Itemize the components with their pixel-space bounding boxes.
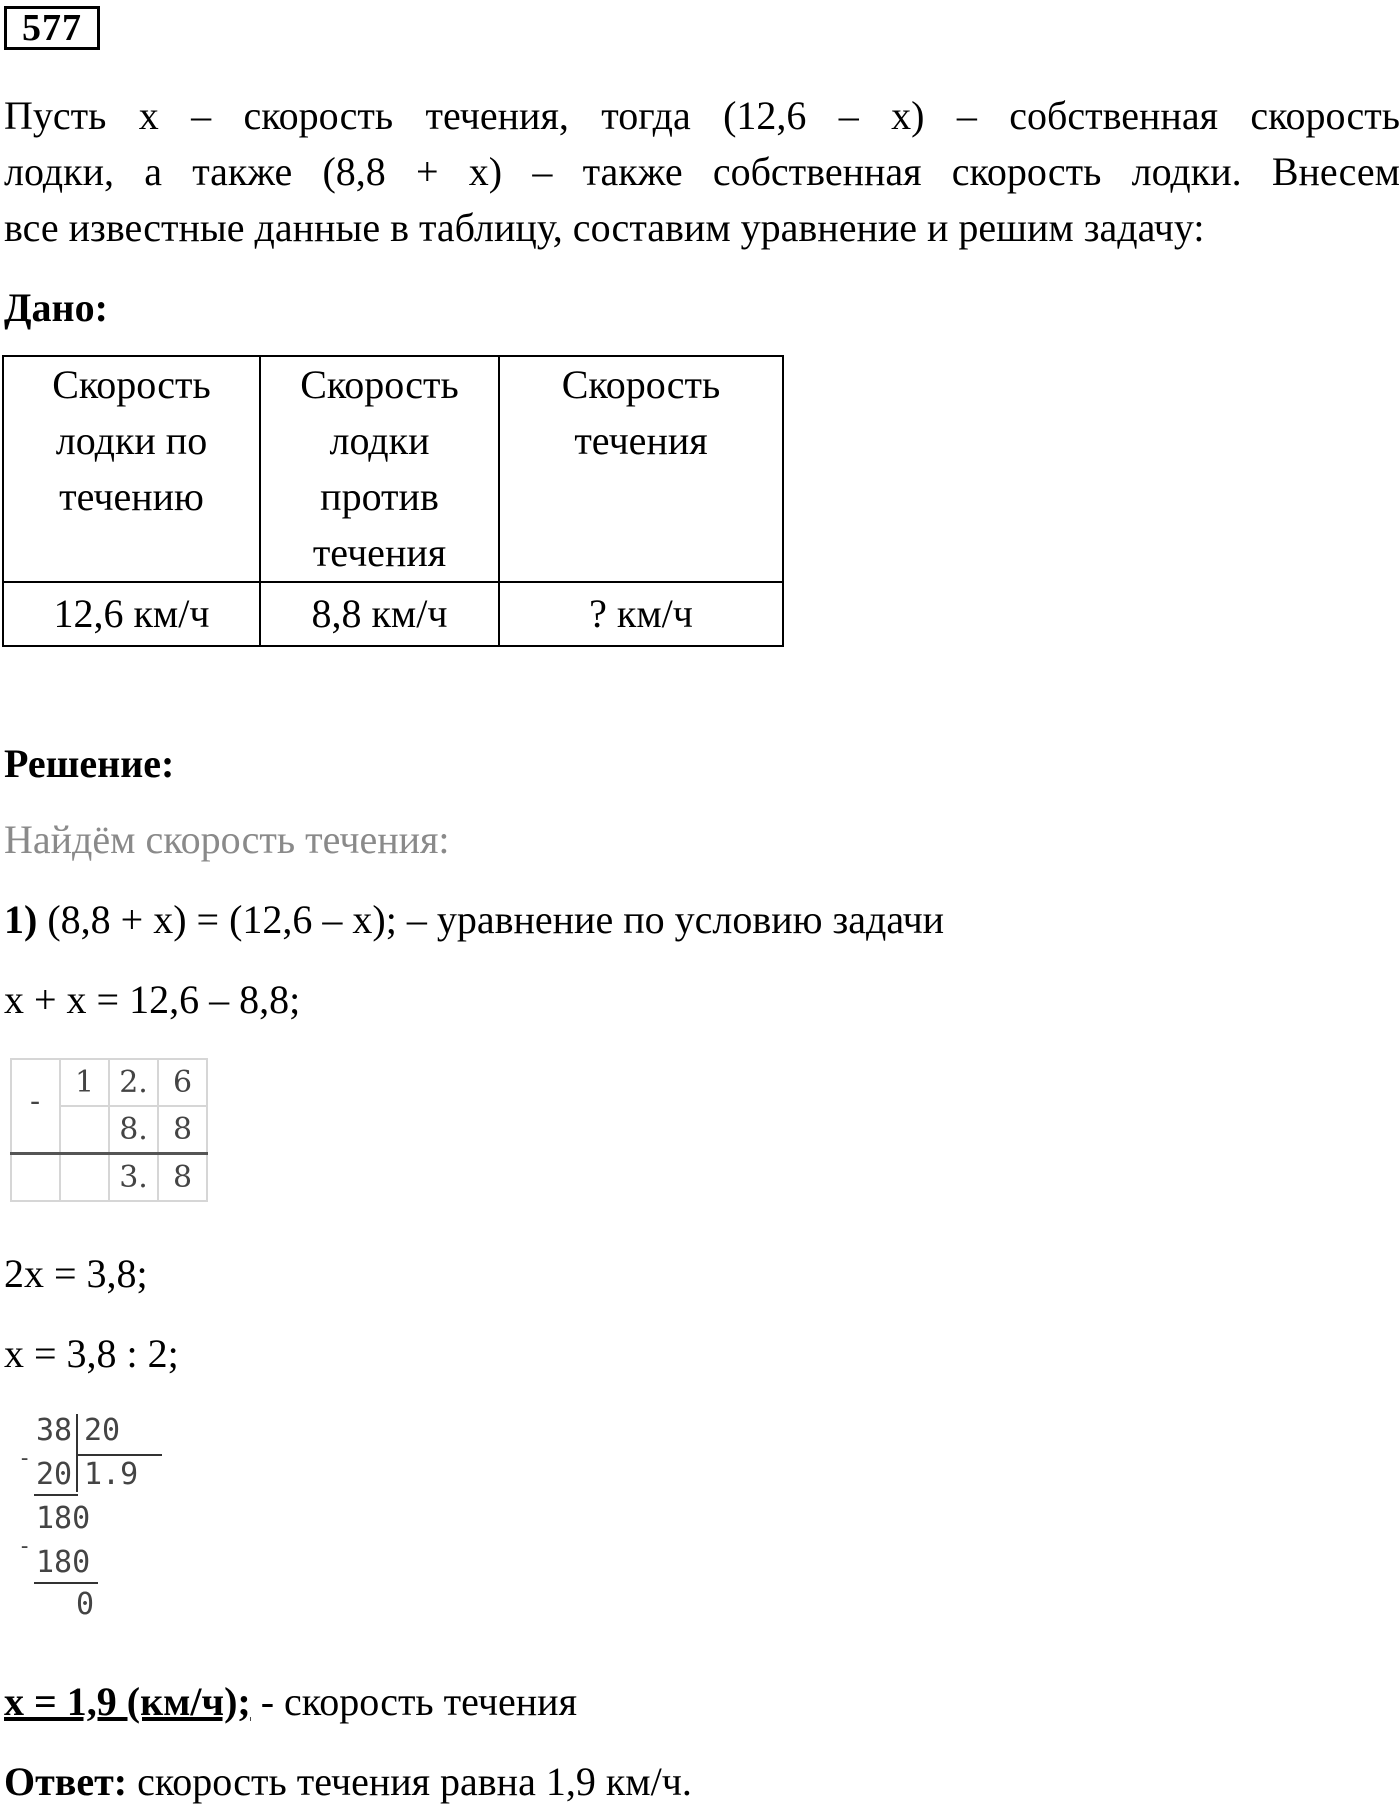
division-bar-horizontal: [76, 1454, 162, 1456]
header-line: течения: [574, 418, 708, 463]
header-line: течения: [312, 530, 447, 575]
intro-line: все известные данные в таблицу, составим уравнение и решим задачу:: [4, 205, 1205, 250]
divisor: 20: [84, 1413, 121, 1448]
header-cell-downstream: [3, 356, 260, 582]
subtrahend-1: 20: [36, 1457, 73, 1492]
header-line: Скорость: [561, 362, 721, 407]
value-cell: 8,8 км/ч: [260, 582, 499, 646]
subtraction-row: [11, 1106, 207, 1154]
subtraction-cell: 8.: [109, 1106, 158, 1154]
answer-label: Ответ:: [4, 1759, 128, 1804]
minus-sign: -: [30, 1084, 41, 1119]
result-description: - скорость течения: [250, 1679, 577, 1724]
header-line: лодки по: [55, 418, 208, 463]
subtraction-cell: 8: [158, 1106, 207, 1154]
step1-line: [4, 896, 944, 944]
solution-heading: Решение:: [4, 741, 175, 786]
step1-equation: (8,8 + х) = (12,6 – х); – уравнение по условию задачи: [37, 897, 945, 942]
find-text: Найдём скорость течения:: [4, 817, 450, 862]
answer-line: [4, 1758, 692, 1806]
subtraction-row: [11, 1154, 207, 1202]
given-heading: Дано:: [4, 285, 108, 330]
header-cell-upstream: [260, 356, 499, 582]
subtraction-line: [34, 1582, 98, 1584]
minus-sign: -: [18, 1446, 32, 1471]
value-cell: 12,6 км/ч: [3, 582, 260, 646]
subtrahend-2: 180: [36, 1545, 91, 1580]
step1-number: 1): [4, 897, 38, 942]
intro-paragraph: [4, 88, 1400, 256]
header-cell-current: [499, 356, 783, 582]
equation-2: х + х = 12,6 – 8,8;: [4, 977, 301, 1022]
subtraction-row: [11, 1059, 207, 1106]
result-value: х = 1,9 (км/ч);: [4, 1679, 251, 1724]
minus-sign: -: [18, 1534, 32, 1559]
intro-line: Пусть х – скорость течения, тогда (12,6 – х) – собственная скорость: [4, 93, 1400, 138]
remainder-2: 0: [76, 1587, 95, 1622]
division-bar-vertical: [76, 1414, 78, 1492]
subtraction-cell: 6: [158, 1059, 207, 1106]
subtraction-cell: 2.: [109, 1059, 158, 1106]
header-line: течению: [59, 474, 204, 519]
task-number: 577: [4, 6, 100, 50]
minus-sign-cell: [11, 1084, 60, 1154]
equation-3: 2х = 3,8;: [4, 1251, 148, 1296]
subtraction-cell: 1: [60, 1059, 109, 1106]
remainder-1: 180: [36, 1501, 91, 1536]
subtraction-cell: [60, 1106, 109, 1154]
header-line: Скорость: [300, 362, 459, 407]
value-cell: ? км/ч: [499, 582, 783, 646]
long-division: [14, 1410, 174, 1630]
header-line: лодки: [329, 418, 430, 463]
given-table: [2, 355, 784, 647]
header-line: Скорость: [52, 362, 211, 407]
quotient: 1.9: [84, 1457, 139, 1492]
answer-text: скорость течения равна 1,9 км/ч.: [127, 1759, 692, 1804]
dividend: 38: [36, 1413, 73, 1448]
table-header-row: [3, 356, 783, 582]
subtraction-cell: [60, 1154, 109, 1202]
header-line: против: [320, 474, 439, 519]
table-value-row: [3, 582, 783, 646]
subtraction-cell: 3.: [109, 1154, 158, 1202]
result-line: [4, 1678, 577, 1726]
equation-4: х = 3,8 : 2;: [4, 1331, 179, 1376]
intro-line: лодки, а также (8,8 + х) – также собственная скорость лодки. Внесем: [4, 149, 1400, 194]
subtraction-cell: 8: [158, 1154, 207, 1202]
column-subtraction: [10, 1058, 208, 1202]
subtraction-cell: [11, 1154, 60, 1202]
subtraction-line: [34, 1494, 78, 1496]
